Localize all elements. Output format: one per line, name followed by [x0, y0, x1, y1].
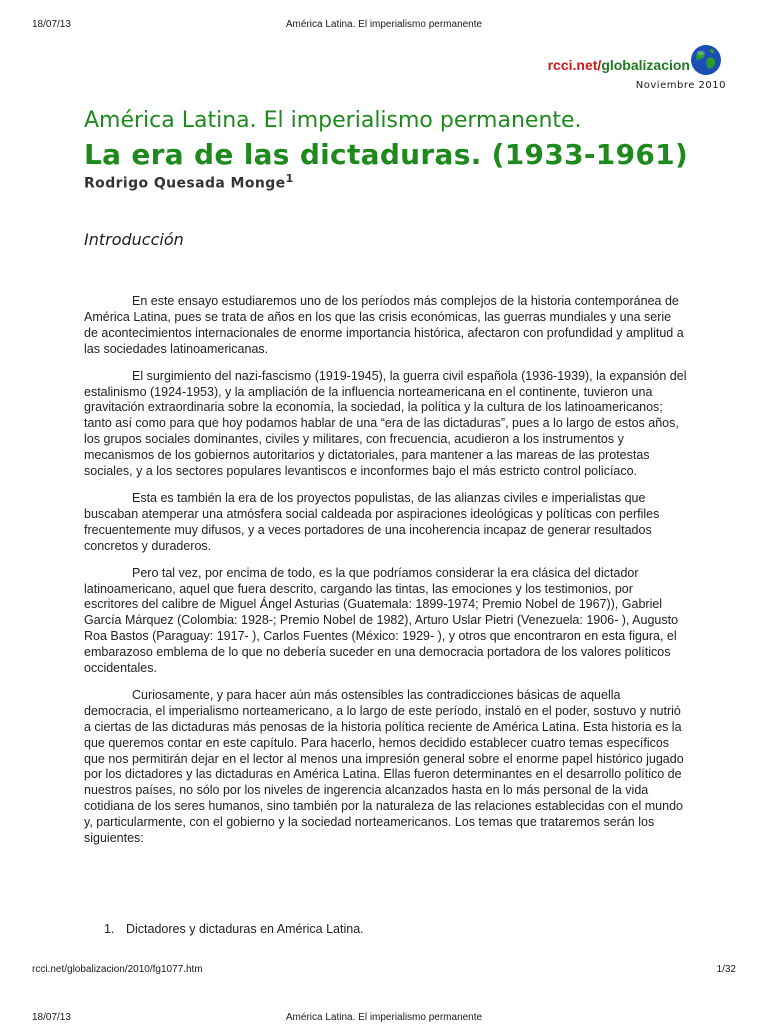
paragraph: Curiosamente, y para hacer aún más ostensibles las contradicciones básicas de aquella democracia, el imperialismo norteamericano, a lo largo de este período, instaló en el poder, sostuvo y nutrió a ciertas de las dictaduras más penosas de la historia política reciente de América Latina. Esta historia es la que queremos contar en este capítulo. Para hacerlo, hemos decidido establecer cuatro temas específicos que nos permitirán dejar en el lector al menos una impresión general sobre el enorme papel histórico jugado por los dictadores y las dictaduras en América Latina. Ellas fueron determinantes en el desarrollo político de nuestros países, no sólo por los niveles de ingerencia alcanzados hasta en lo más personal de la vida cotidiana de los seres humanos, sino también por la naturaleza de las relaciones establecidas con el mundo y, particularmente, con el gobierno y la sociedad norteamericanos. Los temas que trataremos serán los siguientes: — [84, 687, 684, 846]
site-logo[interactable] — [518, 40, 728, 95]
paragraph: Pero tal vez, por encima de todo, es la que podríamos considerar la era clásica del dictador latinoamericano, aquel que fuera descrito, cargando las tintas, las emociones y los testimonios, por escritores del calibre de Miguel Ángel Asturias (Guatemala: 1899-1974; Premio Nobel de 1967)), Gabriel García Márquez (Colombia: 1928-; Premio Nobel de 1982), Arturo Uslar Pietri (Venezuela: 1906- ), Augusto Roa Bastos (Paraguay: 1917- ), Carlos Fuentes (México: 1929- ), y otros que encontraron en esta figura, el embarazoso emblema de lo que no debería suceder en una democracia portadora de los valores políticos occidentales. — [84, 565, 679, 676]
author-name: Rodrigo Quesada Monge — [84, 175, 286, 192]
globe-icon — [690, 44, 722, 76]
paragraph: En este ensayo estudiaremos uno de los períodos más complejos de la historia contemporánea de América Latina, pues se trata de años en los que las crisis económicas, las guerras mundiales y una serie de acontecimientos internacionales de enorme importancia histórica, afectaron con profundidad y amplitud a las sociedades latinoamericanas. — [84, 294, 684, 356]
print-date: 18/07/13 — [32, 19, 71, 30]
article-title: La era de las dictaduras. (1933-1961) — [84, 138, 689, 171]
topics-list — [104, 922, 364, 936]
brand-domain: rcci.net/ — [547, 57, 602, 73]
section-title: Introducción — [84, 230, 184, 249]
brand-section: globalizacion — [601, 57, 690, 73]
article-author — [84, 172, 294, 192]
list-item-text: Dictadores y dictaduras en América Latina. — [126, 922, 364, 936]
print-date: 18/07/13 — [32, 1012, 71, 1023]
site-date: Noviembre 2010 — [635, 80, 726, 91]
page-number: 1/32 — [716, 964, 736, 975]
article-supertitle: América Latina. El imperialismo permanente. — [84, 108, 582, 133]
paragraph: Esta es también la era de los proyectos populistas, de las alianzas civiles e imperialistas que buscaban atemperar una atmósfera social caldeada por aspiraciones ideológicas y políticas con perfiles frecuentemente muy difusos, y a veces portadores de una incoherencia incapaz de generar resultados concretos y duraderos. — [84, 490, 660, 553]
paragraph: El surgimiento del nazi-fascismo (1919-1945), la guerra civil española (1936-1939), la expansión del estalinismo (1924-1953), y la ampliación de la influencia norteamericana en el continente, tuvieron una gravitación extraordinaria sobre la economía, la sociedad, la política y la cultura de los latinoamericanos; tanto así como para que hoy podamos hablar de una “era de las dictaduras”, pues a lo largo de estos años, los grupos sociales dominantes, civiles y militares, con frecuencia, acudieron a los instrumentos y mecanismos de los gobiernos autoritarios y dictatoriales, para mantener a las mareas de las protestas sociales, y a los sectores populares levantiscos e inconformes bajo el más estricto control policíaco. — [84, 368, 687, 479]
list-item — [104, 922, 364, 936]
article-body — [84, 294, 688, 858]
site-brand[interactable] — [548, 57, 690, 73]
print-title: América Latina. El imperialismo permanente — [285, 1012, 483, 1023]
page-url: rcci.net/globalizacion/2010/fg1077.htm — [32, 964, 203, 975]
list-item-number: 1. — [104, 922, 115, 936]
print-title: América Latina. El imperialismo permanente — [285, 19, 483, 30]
author-footnote-link[interactable]: 1 — [285, 172, 294, 185]
